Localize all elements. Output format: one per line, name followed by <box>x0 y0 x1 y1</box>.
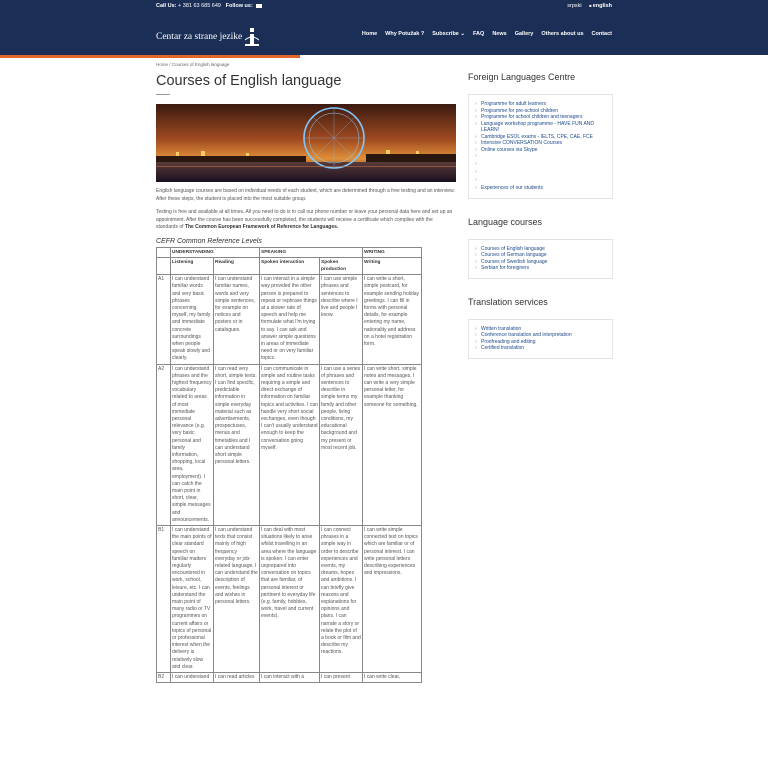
main-content <box>156 62 456 683</box>
breadcrumb-home[interactable]: Home <box>156 62 169 67</box>
sidebar-link[interactable]: › Experiences of our students <box>475 185 606 192</box>
level-cell: B1 <box>157 526 171 673</box>
table-cell: I can read very short, simple texts. I can find specific, predictable information in simple everyday material such as advertisements, prospectuses, menus and timetables and I can understand short simple personal letters. <box>214 364 260 525</box>
sidebar-title: Foreign Languages Centre <box>468 72 576 82</box>
london-eye-photo <box>156 104 456 182</box>
site-header <box>0 0 768 55</box>
table-column-header <box>157 257 422 274</box>
table-cell: I can interact with a <box>260 673 320 683</box>
table-corner <box>157 257 171 274</box>
table-cell: I can understand phrases and the highest frequency vocabulary related to areas of most immediate personal relevance (e.g. very basic personal and family information, shopping, local area, employment). I can catch the main point in short, clear, simple messages and announcements. <box>171 364 214 525</box>
sidebar-link[interactable]: › Courses of Swedish language <box>475 259 606 266</box>
sidebar-link[interactable]: › Written translation <box>475 326 606 333</box>
social-icon[interactable] <box>256 4 262 8</box>
table-cell: I can write a short, simple postcard, for example sending holiday greetings. I can fill in forms with personal details, for example entering my name, nationality and address on a hotel registration form. <box>363 275 422 364</box>
sidebar-link-empty[interactable] <box>475 169 606 177</box>
nav-faq[interactable]: FAQ <box>473 31 485 37</box>
table-cell: I can communicate in simple and routine tasks requiring a simple and direct exchange of information on familiar topics and activities. I can handle very short social exchanges, even though I can't usually understand enough to keep the conversation going myself. <box>260 364 320 525</box>
breadcrumb <box>156 62 456 67</box>
sidebar-link[interactable]: › Programme for pre-school children <box>475 108 606 115</box>
table-cell: I can deal with most situations likely to arise whilst travelling in an area where the language is spoken. I can enter unprepared into conversation on topics that are familiar, of personal interest or pertinent to everyday life (e.g. family, hobbies, work, travel and current events). <box>260 526 320 673</box>
sidebar-section-translation <box>468 297 613 359</box>
nav-subscribe[interactable]: Subscribe ⌄ <box>432 31 465 37</box>
table-cell: I can interact in a simple way provided the other person is prepared to repeat or rephrase things at a slower rate of speech and help me formulate what I'm trying to say. I can ask and answer simple questions in areas of immediate need or on very familiar topics. <box>260 275 320 364</box>
column-header: Listening <box>171 257 214 274</box>
language-english[interactable]: ■ english <box>589 3 612 9</box>
language-switcher <box>561 3 612 9</box>
intro-paragraph: English language courses are based on individual needs of each student, which are determined through a free testing and an interview. After these steps, the student is placed into the most suitable group. <box>156 188 455 202</box>
table-caption: CEFR Common Reference Levels <box>156 237 262 245</box>
level-cell: B2 <box>157 673 171 683</box>
cefr-reference: The Common European Framework of Reference for Languages. <box>184 224 339 230</box>
sidebar-section-foreign-languages <box>468 72 613 199</box>
sidebar-menu <box>468 319 613 359</box>
table-row <box>157 526 422 673</box>
table-cell: I can understand the main points of clear standard speech on familiar matters regularly encountered in work, school, leisure, etc. I can understand the main point of many radio or TV programmes on current affairs or topics of personal or professional interest when the delivery is relatively slow and clear. <box>171 526 214 673</box>
nav-news[interactable]: News <box>492 31 507 37</box>
table-corner <box>157 247 171 257</box>
table-row <box>157 275 422 364</box>
testing-text: Testing is free and available at all times. All you need to do is to call our phone number or leave your personal data here and set up an appointment. After the course has been successfully completed, the students will receive a certificate which complies with the standards of <box>156 209 453 230</box>
title-divider <box>156 94 170 95</box>
sidebar-section-language-courses <box>468 217 613 279</box>
table-cell: I can understand texts that consist mainly of high frequency everyday or job-related language. I can understand the description of events, feelings and wishes in personal letters. <box>214 526 260 673</box>
sidebar-link[interactable]: › Cambridge ESOL exams - IELTS, CPE, CAE, FCE <box>475 134 606 141</box>
sidebar-menu <box>468 94 613 199</box>
level-cell: A1 <box>157 275 171 364</box>
table-cell: I can understand familiar words and very basic phrases concerning myself, my family and immediate concrete surroundings when people speak slowly and clearly. <box>171 275 214 364</box>
nav-others[interactable]: Others about us <box>541 31 584 37</box>
table-row <box>157 364 422 525</box>
breadcrumb-current: Courses of English language <box>171 62 230 67</box>
accent-stripe <box>0 55 300 58</box>
follow-label: Follow us: <box>225 3 253 9</box>
sidebar-title: Translation services <box>468 296 548 307</box>
table-cell: I can use a series of phrases and sentences to describe in simple terms my family and other people, living conditions, my educational background and my present or most recent job. <box>320 364 363 525</box>
nav-gallery[interactable]: Gallery <box>514 31 534 37</box>
sidebar-link[interactable]: › Online courses via Skype <box>475 147 606 154</box>
sidebar-link-empty[interactable] <box>475 153 606 161</box>
table-group-header <box>157 247 422 257</box>
table-cell: I can write simple connected text on topics which are familiar or of personal interest. I can write personal letters describing experiences and impressions. <box>363 526 422 673</box>
column-header: Reading <box>214 257 260 274</box>
phone-number[interactable]: + 381 63 685 649 <box>178 3 221 9</box>
sidebar <box>468 72 613 359</box>
column-header: Spoken interaction <box>260 257 320 274</box>
nav-why[interactable]: Why Potužak ? <box>385 31 425 37</box>
sidebar-link[interactable]: › Language workshop programme - HAVE FUN AND LEARN! <box>475 121 606 134</box>
sidebar-link[interactable]: › Courses of English language <box>475 246 606 253</box>
bridge-emblem-icon <box>245 26 259 48</box>
cefr-table <box>156 247 422 684</box>
table-cell: I can understand <box>171 673 214 683</box>
table-cell: I can use simple phrases and sentences to describe where I live and people I know. <box>320 275 363 364</box>
sidebar-link[interactable]: › Courses of German language <box>475 252 606 259</box>
contact-bar <box>156 3 262 9</box>
logo[interactable] <box>156 26 259 48</box>
call-label: Call Us: <box>156 3 177 9</box>
column-header: Writing <box>363 257 422 274</box>
sidebar-link-empty[interactable] <box>475 177 606 185</box>
nav-home[interactable]: Home <box>361 31 378 37</box>
group-understanding: UNDERSTANDING <box>171 247 260 257</box>
sidebar-menu <box>468 239 613 279</box>
sidebar-link[interactable]: › Programme for adult learners <box>475 101 606 108</box>
sidebar-link[interactable]: › Programme for school children and teenagers <box>475 114 606 121</box>
testing-paragraph <box>156 209 456 232</box>
main-nav <box>362 31 612 37</box>
logo-text: Centar za strane jezike <box>156 32 243 42</box>
table-cell: I can present <box>320 673 363 683</box>
level-cell: A2 <box>157 364 171 525</box>
group-speaking: SPEAKING <box>260 247 363 257</box>
breadcrumb-separator: / <box>169 62 171 67</box>
table-row <box>157 673 422 683</box>
sidebar-link[interactable]: › Certified translation <box>475 345 606 352</box>
language-serbian[interactable]: srpski <box>567 3 582 9</box>
group-writing: WRITING <box>363 247 422 257</box>
table-cell: I can understand familiar names, words and very simple sentences, for example on notices and posters or in catalogues. <box>214 275 260 364</box>
sidebar-link-empty[interactable] <box>475 161 606 169</box>
sidebar-link[interactable]: › Conference translation and interpretation <box>475 332 606 339</box>
sidebar-link[interactable]: › Intensive CONVERSATION Courses <box>475 140 606 147</box>
column-header: Spoken production <box>320 257 363 274</box>
table-cell: I can write clear, <box>363 673 422 683</box>
table-cell: I can write short, simple notes and messages. I can write a very simple personal letter, for example thanking someone for something. <box>363 364 422 525</box>
nav-contact[interactable]: Contact <box>591 31 612 37</box>
table-cell: I can connect phrases in a simple way in order to describe experiences and events, my dreams, hopes and ambitions. I can briefly give reasons and explanations for opinions and plans. I can narrate a story or relate the plot of a book or film and describe my reactions. <box>320 526 363 673</box>
sidebar-link[interactable]: › Serbian for foreigners <box>475 265 606 272</box>
sidebar-title: Language courses <box>468 216 543 227</box>
sidebar-link[interactable]: › Proofreading and editing <box>475 339 606 346</box>
table-cell: I can read articles <box>214 673 260 683</box>
page-title: Courses of English language <box>156 73 342 89</box>
